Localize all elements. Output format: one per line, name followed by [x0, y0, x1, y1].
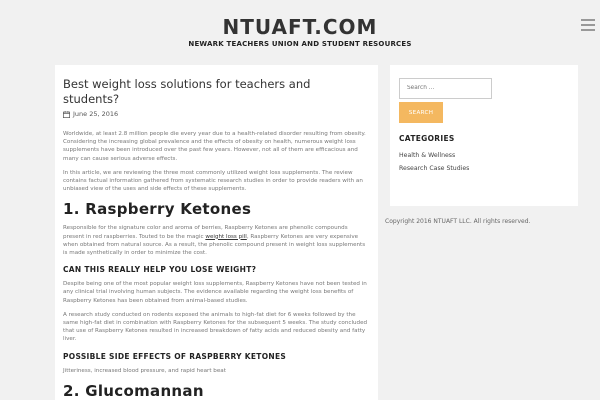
- subheading-lose-weight: CAN THIS REALLY HELP YOU LOSE WEIGHT?: [63, 265, 257, 275]
- sidebar: [390, 65, 578, 206]
- weight-loss-pill-link[interactable]: weight loss pill: [205, 233, 247, 240]
- raspberry-para-text-1: Responsible for the signature color and aroma of berries, Raspberry Ketones are phenolic compounds present in red raspberries. Touted to be the magic: [63, 225, 348, 240]
- hamburger-menu-icon[interactable]: [581, 19, 595, 31]
- category-research-case-studies[interactable]: Research Case Studies: [399, 165, 470, 172]
- category-health-wellness[interactable]: Health & Wellness: [399, 152, 456, 159]
- site-tagline: NEWARK TEACHERS UNION AND STUDENT RESOURCES: [188, 40, 412, 48]
- post-date-text[interactable]: June 25, 2016: [73, 110, 119, 118]
- calendar-icon: [63, 111, 70, 118]
- intro-paragraph-2: In this article, we are reviewing the three most commonly utilized weight loss supplements. The review contains factual information gathered from systematic research studies in order to provide readers with an unbiased view of the uses and side effects of these supplements.: [63, 169, 363, 193]
- categories-list: [399, 149, 569, 175]
- article: [55, 65, 378, 400]
- lose-weight-paragraph-1: Despite being one of the most popular weight loss supplements, Raspberry Ketones have not been tested in any clinical trial involving human subjects. The evidence available regarding the weight loss benefits of Raspberry Ketones has been obtained from animal-based studies.: [63, 281, 367, 304]
- search-input[interactable]: [399, 78, 492, 99]
- section-heading-glucomannan: 2. Glucomannan: [63, 381, 204, 400]
- raspberry-ketones-paragraph: [63, 224, 370, 257]
- post-date: [63, 110, 370, 118]
- search-button[interactable]: SEARCH: [399, 102, 443, 123]
- intro-paragraph-1: Worldwide, at least 2.8 million people die every year due to a health-related disorder resulting from obesity. Considering the increasing global prevalence and the effects of obesity on health, numerous weight loss supplements have been introduced over the past few years. However, not all of them are efficacious and many can cause serious adverse effects.: [63, 131, 366, 162]
- site-title[interactable]: NTUAFT.COM: [222, 15, 378, 39]
- side-effects-paragraph: Jitteriness, increased blood pressure, and rapid heart beat: [63, 367, 226, 374]
- post-title[interactable]: Best weight loss solutions for teachers and students?: [63, 77, 311, 106]
- copyright-text: Copyright 2016 NTUAFT LLC. All rights reserved.: [385, 218, 531, 225]
- raspberry-para-text-2: , Raspberry Ketones are very expensive when obtained from natural source. As a result, the phenolic compound present in weight loss supplements is made synthetically in order to minimize the cost.: [63, 233, 366, 257]
- section-heading-raspberry-ketones: 1. Raspberry Ketones: [63, 200, 252, 219]
- subheading-side-effects: POSSIBLE SIDE EFFECTS OF RASPBERRY KETONES: [63, 351, 287, 361]
- site-header: [0, 0, 600, 62]
- lose-weight-paragraph-2: A research study conducted on rodents exposed the animals to high-fat diet for 6 weeks followed by the same high-fat diet in combination with Raspberry Ketones for the subsequent 5 weeks. The study concluded that use of Raspberry Ketones resulted in increased breakdown of fatty acids and reduced obesity and fatty liver.: [63, 311, 368, 343]
- categories-heading: CATEGORIES: [399, 134, 455, 143]
